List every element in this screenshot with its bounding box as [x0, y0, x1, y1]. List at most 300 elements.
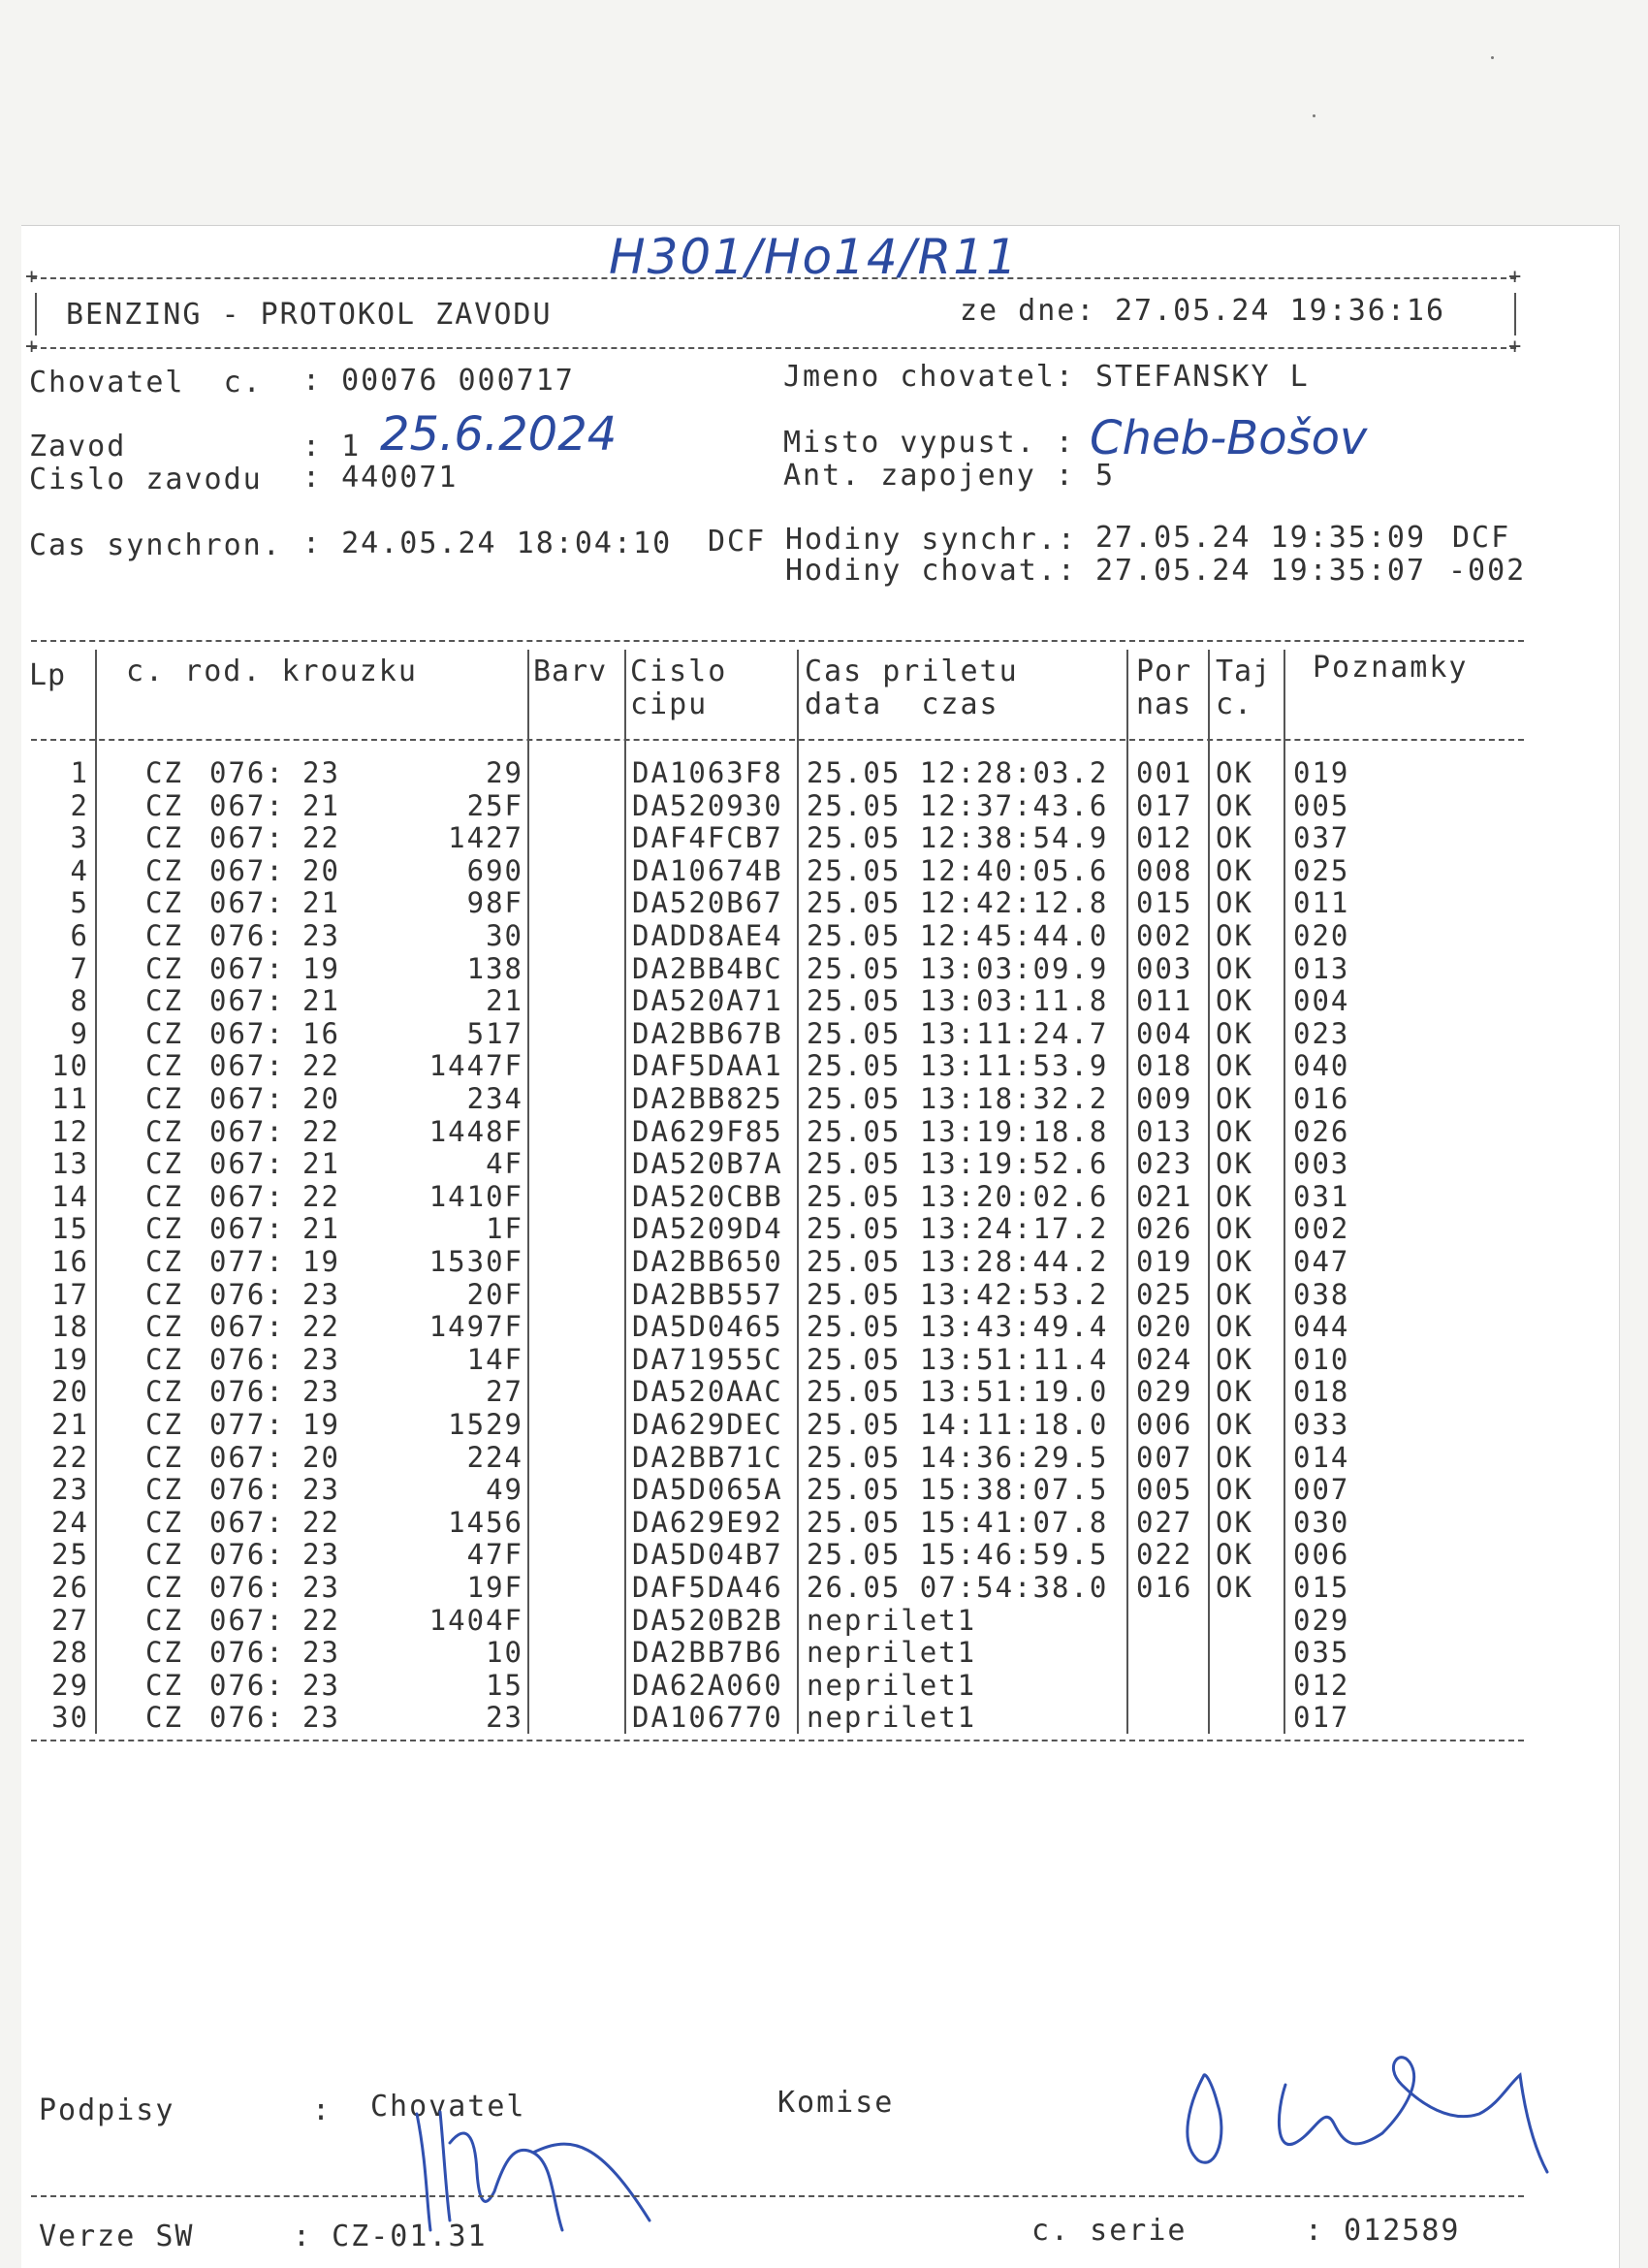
row-association: 067:	[209, 984, 285, 1018]
row-note: 003	[1293, 1147, 1350, 1181]
row-association: 067:	[209, 788, 285, 822]
row-country: CZ	[145, 1571, 183, 1604]
row-arrival: 25.05 13:24:17.2	[807, 1212, 1109, 1246]
row-country: CZ	[145, 886, 183, 920]
row-ring-number: 20F	[466, 1277, 523, 1311]
col-divider	[1284, 650, 1285, 1734]
row-association: 067:	[209, 886, 285, 920]
row-ring-number: 1448F	[428, 1114, 523, 1148]
row-order: 006	[1136, 1408, 1193, 1441]
row-chip: DA2BB7B6	[632, 1636, 783, 1670]
row-chip: DAF5DA46	[632, 1571, 783, 1604]
row-year: 21	[302, 1147, 340, 1181]
hodiny-chovat-diff: -002	[1448, 554, 1527, 588]
row-ring-number: 29	[486, 756, 523, 789]
row-year: 23	[302, 1701, 340, 1735]
col-header-note: Poznamky	[1313, 651, 1469, 685]
date-value: 27.05.24 19:36:16	[1115, 294, 1446, 328]
ant-label: Ant. zapojeny :	[783, 459, 1075, 493]
row-secret: OK	[1216, 1505, 1253, 1539]
row-order: 005	[1136, 1473, 1193, 1507]
row-ring-number: 10	[486, 1636, 523, 1670]
row-arrival: neprilet1	[807, 1701, 977, 1735]
row-secret: OK	[1216, 1342, 1253, 1376]
corner-mark: +	[1508, 265, 1522, 289]
row-note: 037	[1293, 821, 1350, 855]
row-note: 040	[1293, 1049, 1350, 1083]
row-association: 067:	[209, 1505, 285, 1539]
row-lp: 22	[51, 1440, 89, 1474]
row-lp: 14	[51, 1179, 89, 1213]
row-note: 020	[1293, 919, 1350, 952]
row-country: CZ	[145, 1212, 183, 1246]
row-lp: 29	[51, 1668, 89, 1702]
row-lp: 15	[51, 1212, 89, 1246]
row-ring-number: 19F	[466, 1571, 523, 1604]
misto-label: Misto vypust. :	[783, 426, 1075, 460]
row-lp: 18	[51, 1310, 89, 1344]
row-arrival: 25.05 15:38:07.5	[807, 1473, 1109, 1507]
row-order: 004	[1136, 1016, 1193, 1050]
row-ring-number: 1529	[448, 1408, 523, 1441]
row-chip: DA629E92	[632, 1505, 783, 1539]
row-note: 029	[1293, 1603, 1350, 1637]
hodiny-synchr-value: 27.05.24 19:35:09	[1095, 521, 1427, 555]
row-secret: OK	[1216, 853, 1253, 887]
row-year: 21	[302, 886, 340, 920]
row-country: CZ	[145, 1082, 183, 1115]
row-year: 20	[302, 1082, 340, 1115]
commission-signature	[1159, 2046, 1567, 2182]
row-chip: DA2BB650	[632, 1245, 783, 1278]
row-order: 017	[1136, 788, 1193, 822]
header-right-border	[1514, 293, 1516, 335]
row-secret: OK	[1216, 1049, 1253, 1083]
row-year: 22	[302, 1505, 340, 1539]
row-order: 018	[1136, 1049, 1193, 1083]
row-year: 23	[302, 1277, 340, 1311]
row-year: 23	[302, 1375, 340, 1409]
row-country: CZ	[145, 853, 183, 887]
row-association: 067:	[209, 1114, 285, 1148]
row-chip: DAF5DAA1	[632, 1049, 783, 1083]
col-header-barv: Barv	[533, 655, 608, 688]
corner-mark: +	[1508, 335, 1522, 359]
row-year: 22	[302, 1603, 340, 1637]
row-association: 067:	[209, 1082, 285, 1115]
row-association: 076:	[209, 1636, 285, 1670]
row-order: 025	[1136, 1277, 1193, 1311]
row-lp: 6	[70, 919, 89, 952]
row-association: 077:	[209, 1408, 285, 1441]
row-arrival: 25.05 13:51:19.0	[807, 1375, 1109, 1409]
row-association: 076:	[209, 756, 285, 789]
row-arrival: 25.05 13:20:02.6	[807, 1179, 1109, 1213]
row-chip: DA2BB4BC	[632, 951, 783, 985]
row-ring-number: 690	[466, 853, 523, 887]
jmeno-value: STEFANSKY L	[1095, 360, 1310, 394]
row-country: CZ	[145, 788, 183, 822]
row-note: 018	[1293, 1375, 1350, 1409]
row-order: 027	[1136, 1505, 1193, 1539]
row-order: 007	[1136, 1440, 1193, 1474]
row-note: 030	[1293, 1505, 1350, 1539]
row-country: CZ	[145, 756, 183, 789]
cislo-value: : 440071	[302, 461, 459, 495]
col-header-por-2: nas	[1136, 687, 1192, 721]
row-country: CZ	[145, 951, 183, 985]
row-ring-number: 1F	[486, 1212, 523, 1246]
row-note: 044	[1293, 1310, 1350, 1344]
verze-label: Verze SW	[39, 2220, 195, 2253]
row-country: CZ	[145, 1016, 183, 1050]
row-lp: 7	[70, 951, 89, 985]
row-note: 017	[1293, 1701, 1350, 1735]
hodiny-chovat-label: Hodiny chovat.:	[785, 554, 1077, 588]
handwritten-zavod-date: 25.6.2024	[380, 407, 618, 462]
row-lp: 8	[70, 984, 89, 1018]
row-chip: DA106770	[632, 1701, 783, 1735]
col-divider	[1126, 650, 1128, 1734]
row-ring-number: 1427	[448, 821, 523, 855]
row-secret: OK	[1216, 1277, 1253, 1311]
row-year: 22	[302, 821, 340, 855]
row-secret: OK	[1216, 1538, 1253, 1572]
zavod-value: : 1	[302, 430, 362, 463]
row-note: 007	[1293, 1473, 1350, 1507]
row-year: 16	[302, 1016, 340, 1050]
row-year: 22	[302, 1114, 340, 1148]
row-year: 19	[302, 1245, 340, 1278]
row-arrival: 25.05 12:40:05.6	[807, 853, 1109, 887]
row-country: CZ	[145, 1310, 183, 1344]
row-secret: OK	[1216, 1212, 1253, 1246]
row-country: CZ	[145, 821, 183, 855]
row-chip: DA2BB825	[632, 1082, 783, 1115]
col-header-taj-1: Taj	[1216, 655, 1272, 688]
row-lp: 17	[51, 1277, 89, 1311]
row-arrival: 25.05 15:41:07.8	[807, 1505, 1109, 1539]
chovatel-label: Chovatel c.	[29, 366, 263, 399]
row-country: CZ	[145, 1636, 183, 1670]
row-chip: DA2BB557	[632, 1277, 783, 1311]
row-arrival: 25.05 13:03:11.8	[807, 984, 1109, 1018]
row-order: 019	[1136, 1245, 1193, 1278]
scan-speck	[1491, 56, 1494, 59]
row-year: 20	[302, 853, 340, 887]
col-divider	[1208, 650, 1210, 1734]
row-note: 010	[1293, 1342, 1350, 1376]
header-top-rule	[31, 277, 1516, 279]
row-lp: 21	[51, 1408, 89, 1441]
col-header-arrival-2: data czas	[805, 687, 999, 721]
row-order: 002	[1136, 919, 1193, 952]
row-arrival: 25.05 14:11:18.0	[807, 1408, 1109, 1441]
col-divider	[624, 650, 626, 1734]
row-secret: OK	[1216, 951, 1253, 985]
row-arrival: 25.05 13:18:32.2	[807, 1082, 1109, 1115]
row-country: CZ	[145, 1342, 183, 1376]
row-arrival: 25.05 14:36:29.5	[807, 1440, 1109, 1474]
row-year: 23	[302, 1571, 340, 1604]
row-arrival: neprilet1	[807, 1668, 977, 1702]
row-arrival: 25.05 13:28:44.2	[807, 1245, 1109, 1278]
col-header-lp: Lp	[29, 658, 67, 692]
row-lp: 25	[51, 1538, 89, 1572]
row-lp: 19	[51, 1342, 89, 1376]
row-country: CZ	[145, 1408, 183, 1441]
row-order: 023	[1136, 1147, 1193, 1181]
row-chip: DA520B2B	[632, 1603, 783, 1637]
row-country: CZ	[145, 1179, 183, 1213]
col-divider	[797, 650, 799, 1734]
row-association: 067:	[209, 1049, 285, 1083]
row-secret: OK	[1216, 821, 1253, 855]
corner-mark: +	[25, 265, 39, 289]
chovatel-sign-label: Chovatel	[370, 2090, 526, 2124]
row-chip: DA629DEC	[632, 1408, 783, 1441]
row-country: CZ	[145, 1473, 183, 1507]
row-association: 067:	[209, 1603, 285, 1637]
row-lp: 27	[51, 1603, 89, 1637]
row-chip: DA71955C	[632, 1342, 783, 1376]
serie-value: : 012589	[1305, 2214, 1461, 2248]
row-year: 21	[302, 984, 340, 1018]
row-lp: 1	[70, 756, 89, 789]
row-ring-number: 1447F	[428, 1049, 523, 1083]
protocol-title: BENZING - PROTOKOL ZAVODU	[66, 298, 553, 332]
row-arrival: 25.05 12:42:12.8	[807, 886, 1109, 920]
table-header-rule	[31, 739, 1524, 741]
row-arrival: 25.05 12:38:54.9	[807, 821, 1109, 855]
row-chip: DAF4FCB7	[632, 821, 783, 855]
row-note: 023	[1293, 1016, 1350, 1050]
row-note: 012	[1293, 1668, 1350, 1702]
row-note: 038	[1293, 1277, 1350, 1311]
row-chip: DA629F85	[632, 1114, 783, 1148]
row-ring-number: 21	[486, 984, 523, 1018]
row-secret: OK	[1216, 1114, 1253, 1148]
row-order: 003	[1136, 951, 1193, 985]
table-bottom-rule	[31, 1740, 1524, 1741]
row-order: 021	[1136, 1179, 1193, 1213]
row-note: 031	[1293, 1179, 1350, 1213]
row-lp: 20	[51, 1375, 89, 1409]
cislo-label: Cislo zavodu	[29, 463, 263, 496]
row-chip: DA520CBB	[632, 1179, 783, 1213]
row-year: 23	[302, 1668, 340, 1702]
row-country: CZ	[145, 1701, 183, 1735]
row-year: 23	[302, 756, 340, 789]
row-note: 013	[1293, 951, 1350, 985]
row-note: 047	[1293, 1245, 1350, 1278]
row-lp: 10	[51, 1049, 89, 1083]
serie-label: c. serie	[1031, 2214, 1188, 2248]
row-association: 076:	[209, 1277, 285, 1311]
row-ring-number: 27	[486, 1375, 523, 1409]
row-secret: OK	[1216, 1179, 1253, 1213]
row-country: CZ	[145, 1538, 183, 1572]
row-chip: DADD8AE4	[632, 919, 783, 952]
row-country: CZ	[145, 1603, 183, 1637]
cas-source: DCF	[708, 525, 767, 559]
row-lp: 3	[70, 821, 89, 855]
row-lp: 26	[51, 1571, 89, 1604]
row-ring-number: 15	[486, 1668, 523, 1702]
row-country: CZ	[145, 1147, 183, 1181]
row-arrival: 25.05 13:42:53.2	[807, 1277, 1109, 1311]
row-year: 22	[302, 1049, 340, 1083]
row-year: 23	[302, 1342, 340, 1376]
row-association: 067:	[209, 1179, 285, 1213]
row-order: 016	[1136, 1571, 1193, 1604]
chovatel-value: : 00076 000717	[302, 364, 575, 398]
row-lp: 16	[51, 1245, 89, 1278]
row-note: 035	[1293, 1636, 1350, 1670]
row-secret: OK	[1216, 1245, 1253, 1278]
row-ring-number: 47F	[466, 1538, 523, 1572]
row-association: 076:	[209, 1571, 285, 1604]
row-lp: 2	[70, 788, 89, 822]
row-ring-number: 1404F	[428, 1603, 523, 1637]
row-secret: OK	[1216, 788, 1253, 822]
row-lp: 24	[51, 1505, 89, 1539]
col-header-chip-1: Cislo	[630, 655, 728, 688]
row-year: 23	[302, 1473, 340, 1507]
ant-value: 5	[1095, 459, 1116, 493]
row-order: 012	[1136, 821, 1193, 855]
row-arrival: 25.05 12:45:44.0	[807, 919, 1109, 952]
col-header-arrival-1: Cas priletu	[805, 655, 1019, 688]
hodiny-synchr-source: DCF	[1452, 521, 1511, 555]
row-lp: 30	[51, 1701, 89, 1735]
row-arrival: 26.05 07:54:38.0	[807, 1571, 1109, 1604]
row-lp: 12	[51, 1114, 89, 1148]
row-association: 077:	[209, 1245, 285, 1278]
row-note: 011	[1293, 886, 1350, 920]
row-note: 015	[1293, 1571, 1350, 1604]
row-secret: OK	[1216, 1375, 1253, 1409]
row-lp: 28	[51, 1636, 89, 1670]
row-secret: OK	[1216, 1473, 1253, 1507]
komise-label: Komise	[777, 2086, 895, 2120]
row-secret: OK	[1216, 1310, 1253, 1344]
row-country: CZ	[145, 1114, 183, 1148]
row-year: 20	[302, 1440, 340, 1474]
row-year: 21	[302, 788, 340, 822]
row-chip: DA520B67	[632, 886, 783, 920]
row-note: 025	[1293, 853, 1350, 887]
row-year: 19	[302, 951, 340, 985]
header-bottom-rule	[31, 347, 1516, 349]
row-arrival: 25.05 13:51:11.4	[807, 1342, 1109, 1376]
col-header-por-1: Por	[1136, 655, 1192, 688]
row-secret: OK	[1216, 919, 1253, 952]
row-order: 026	[1136, 1212, 1193, 1246]
row-ring-number: 224	[466, 1440, 523, 1474]
row-association: 076:	[209, 919, 285, 952]
row-lp: 9	[70, 1016, 89, 1050]
row-arrival: 25.05 13:19:18.8	[807, 1114, 1109, 1148]
row-chip: DA520B7A	[632, 1147, 783, 1181]
row-arrival: 25.05 13:43:49.4	[807, 1310, 1109, 1344]
row-secret: OK	[1216, 1016, 1253, 1050]
row-year: 23	[302, 919, 340, 952]
row-arrival: neprilet1	[807, 1603, 977, 1637]
row-order: 029	[1136, 1375, 1193, 1409]
cas-label: Cas synchron.	[29, 528, 282, 562]
row-secret: OK	[1216, 1571, 1253, 1604]
row-secret: OK	[1216, 1440, 1253, 1474]
row-country: CZ	[145, 919, 183, 952]
row-year: 21	[302, 1212, 340, 1246]
row-chip: DA5D04B7	[632, 1538, 783, 1572]
row-order: 008	[1136, 853, 1193, 887]
row-chip: DA5209D4	[632, 1212, 783, 1246]
row-order: 022	[1136, 1538, 1193, 1572]
row-lp: 23	[51, 1473, 89, 1507]
row-note: 016	[1293, 1082, 1350, 1115]
row-year: 22	[302, 1179, 340, 1213]
table-top-rule	[31, 640, 1524, 642]
row-association: 076:	[209, 1375, 285, 1409]
row-arrival: 25.05 12:37:43.6	[807, 788, 1109, 822]
row-order: 020	[1136, 1310, 1193, 1344]
row-association: 067:	[209, 951, 285, 985]
cas-value: : 24.05.24 18:04:10	[302, 527, 673, 560]
handwritten-misto: Cheb-Bošov	[1090, 411, 1368, 465]
row-association: 076:	[209, 1473, 285, 1507]
row-country: CZ	[145, 1277, 183, 1311]
row-ring-number: 234	[466, 1082, 523, 1115]
row-order: 024	[1136, 1342, 1193, 1376]
row-chip: DA2BB67B	[632, 1016, 783, 1050]
row-chip: DA1063F8	[632, 756, 783, 789]
row-ring-number: 1530F	[428, 1245, 523, 1278]
row-note: 026	[1293, 1114, 1350, 1148]
row-chip: DA5D0465	[632, 1310, 783, 1344]
row-association: 076:	[209, 1342, 285, 1376]
col-divider	[527, 650, 529, 1734]
header-left-border	[35, 293, 37, 335]
date-label: ze dne:	[960, 294, 1096, 328]
row-association: 067:	[209, 1147, 285, 1181]
scan-speck	[1313, 114, 1315, 117]
row-country: CZ	[145, 984, 183, 1018]
row-association: 067:	[209, 1310, 285, 1344]
row-secret: OK	[1216, 1082, 1253, 1115]
row-secret: OK	[1216, 1147, 1253, 1181]
zavod-label: Zavod	[29, 430, 127, 463]
row-association: 067:	[209, 853, 285, 887]
row-chip: DA62A060	[632, 1668, 783, 1702]
row-lp: 4	[70, 853, 89, 887]
row-order: 009	[1136, 1082, 1193, 1115]
row-note: 004	[1293, 984, 1350, 1018]
row-ring-number: 25F	[466, 788, 523, 822]
row-association: 067:	[209, 821, 285, 855]
row-country: CZ	[145, 1505, 183, 1539]
podpisy-colon: :	[312, 2093, 333, 2127]
row-country: CZ	[145, 1440, 183, 1474]
row-ring-number: 4F	[486, 1147, 523, 1181]
row-arrival: 25.05 13:11:53.9	[807, 1049, 1109, 1083]
footer-rule	[31, 2195, 1524, 2197]
row-country: CZ	[145, 1375, 183, 1409]
hodiny-synchr-label: Hodiny synchr.:	[785, 523, 1077, 557]
row-year: 23	[302, 1538, 340, 1572]
jmeno-label: Jmeno chovatel:	[783, 360, 1075, 394]
